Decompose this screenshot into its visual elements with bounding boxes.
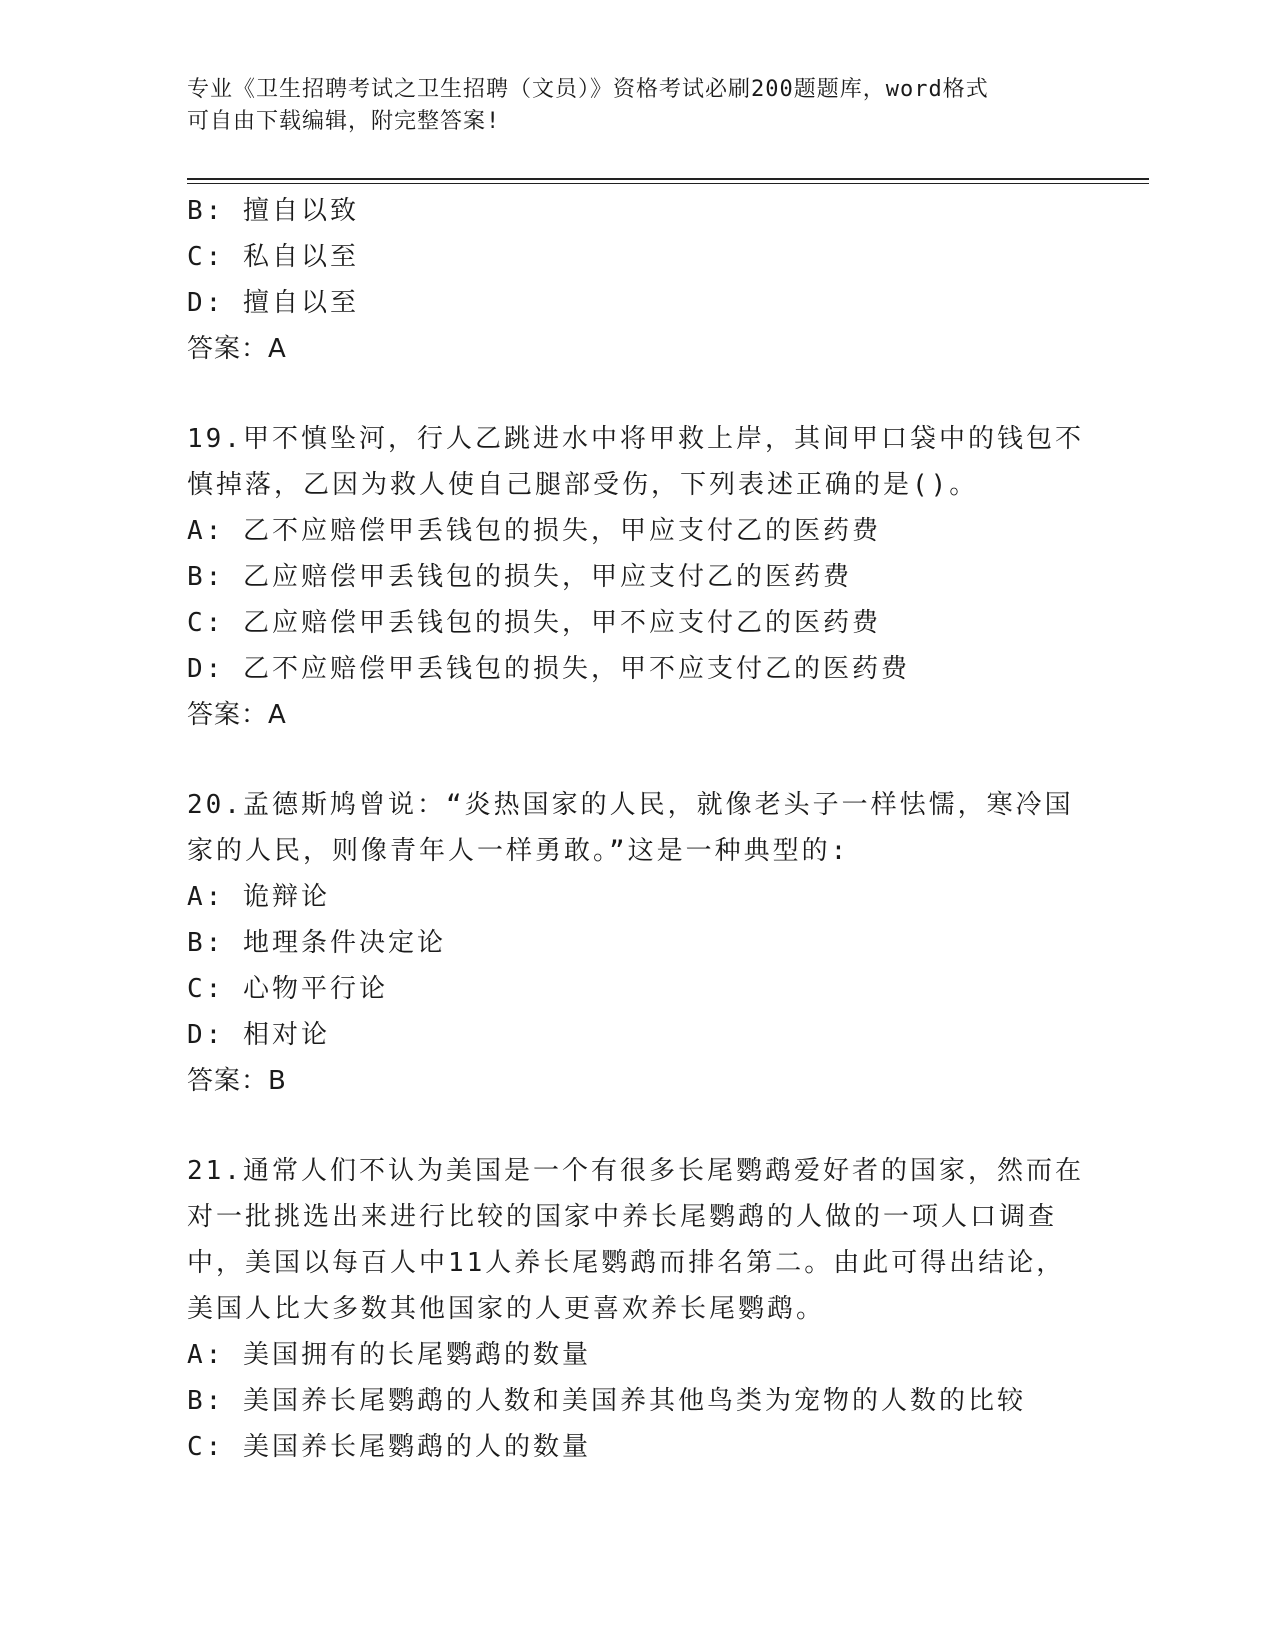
question-stem: 慎掉落，乙因为救人使自己腿部受伤，下列表述正确的是()。 [187, 470, 979, 500]
option-d: D: 擅自以至 [187, 288, 359, 318]
option-d: D: 乙不应赔偿甲丢钱包的损失，甲不应支付乙的医药费 [187, 654, 910, 684]
option-c: C: 心物平行论 [187, 974, 388, 1004]
question-21 [187, 1148, 1087, 1470]
option-b: B: 擅自以致 [187, 196, 359, 226]
option-b: B: 乙应赔偿甲丢钱包的损失，甲应支付乙的医药费 [187, 562, 852, 592]
answer: 答案：A [187, 334, 287, 364]
option-b: B: 地理条件决定论 [187, 928, 446, 958]
spacer [187, 372, 1087, 416]
question-18-tail [187, 188, 1087, 372]
answer: 答案：A [187, 700, 287, 730]
spacer [187, 738, 1087, 782]
option-a: A: 美国拥有的长尾鹦鹉的数量 [187, 1340, 591, 1370]
question-stem: 对一批挑选出来进行比较的国家中养长尾鹦鹉的人做的一项人口调查 [187, 1202, 1058, 1232]
option-a: A: 诡辩论 [187, 882, 330, 912]
option-a: A: 乙不应赔偿甲丢钱包的损失，甲应支付乙的医药费 [187, 516, 881, 546]
option-b: B: 美国养长尾鹦鹉的人数和美国养其他鸟类为宠物的人数的比较 [187, 1386, 1026, 1416]
header-line-2: 可自由下载编辑，附完整答案! [187, 109, 501, 134]
question-20 [187, 782, 1087, 1104]
header-divider-thick [187, 178, 1149, 180]
question-stem: 20.孟德斯鸠曾说：“炎热国家的人民，就像老头子一样怯懦，寒冷国 [187, 790, 1074, 820]
option-c: C: 乙应赔偿甲丢钱包的损失，甲不应支付乙的医药费 [187, 608, 881, 638]
question-stem: 19.甲不慎坠河，行人乙跳进水中将甲救上岸，其间甲口袋中的钱包不 [187, 424, 1084, 454]
option-d: D: 相对论 [187, 1020, 330, 1050]
question-stem: 美国人比大多数其他国家的人更喜欢养长尾鹦鹉。 [187, 1294, 826, 1324]
header-line-1: 专业《卫生招聘考试之卫生招聘（文员）》资格考试必刷200题题库，word格式 [187, 77, 989, 102]
question-stem: 21.通常人们不认为美国是一个有很多长尾鹦鹉爱好者的国家，然而在 [187, 1156, 1084, 1186]
question-19 [187, 416, 1087, 738]
spacer [187, 1104, 1087, 1148]
question-list [187, 188, 1087, 1470]
option-c: C: 美国养长尾鹦鹉的人的数量 [187, 1432, 591, 1462]
question-stem: 中，美国以每百人中11人养长尾鹦鹉而排名第二。由此可得出结论， [187, 1248, 1066, 1278]
document-header [187, 74, 1067, 138]
answer: 答案：B [187, 1066, 287, 1096]
question-stem: 家的人民，则像青年人一样勇敢。”这是一种典型的: [187, 836, 850, 866]
option-c: C: 私自以至 [187, 242, 359, 272]
header-divider-thin [187, 183, 1149, 184]
